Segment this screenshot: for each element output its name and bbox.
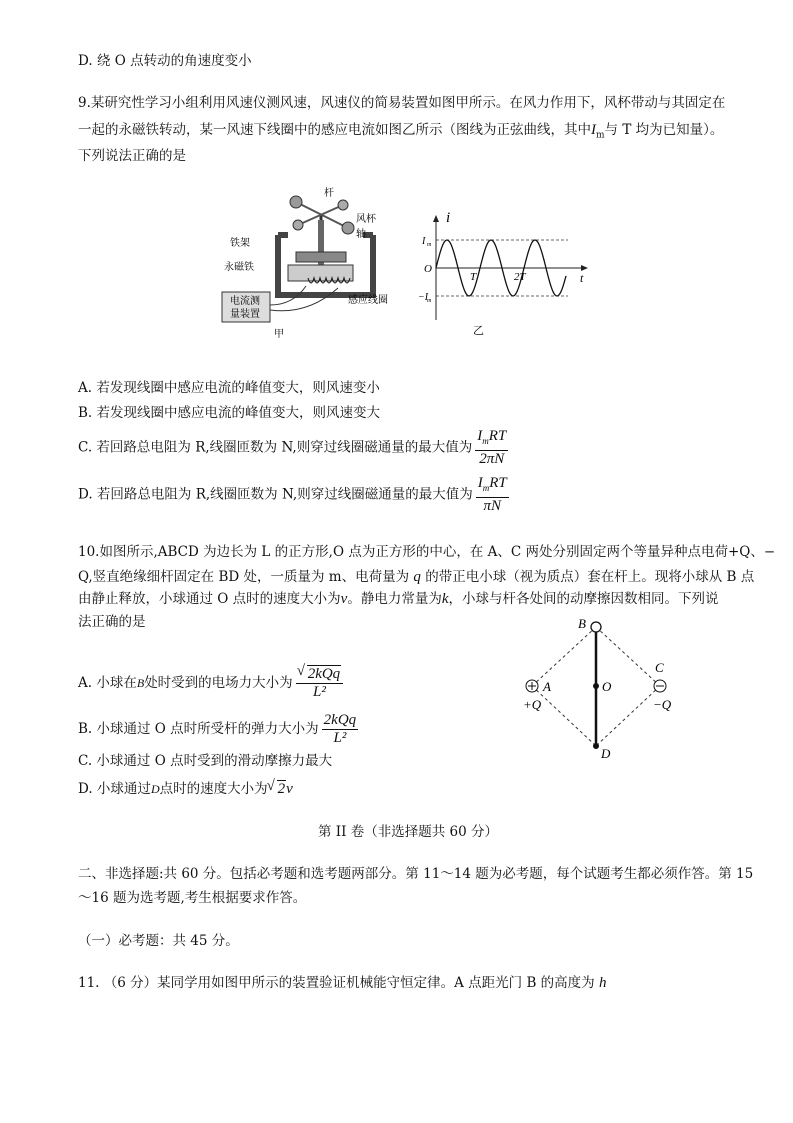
label-coil: 感应线圈 — [348, 295, 388, 306]
point-d: D — [601, 746, 611, 761]
label-device-2: 量装置 — [230, 309, 260, 320]
q9-option-b: B. 若发现线圈中感应电流的峰值变大，则风速变大 — [78, 405, 381, 421]
label-axle: 轴 — [356, 229, 366, 240]
label-minus-q: −Q — [653, 697, 672, 712]
q9-stem-line2: 一起的永磁铁转动，某一风速下线圈中的感应电流如图乙所示（图线为正弦曲线，其中$I_m$与 T 均为已知量）。 — [78, 122, 724, 141]
point-o: O — [602, 679, 612, 694]
q10-option-a: A. 小球在B处时受到的电场力大小为 √ $\frac{\text{2kQq}}{\text{L²}}$ — [78, 666, 343, 701]
q9-option-d: D. 若回路总电阻为 R,线圈匝数为 N,则穿过线圈磁通量的最大值为 $\frac{I_mRT}{\pi N}$ — [78, 475, 507, 514]
tick-neg-im: −I — [418, 292, 429, 303]
tick-im: I — [422, 236, 426, 247]
point-a: A — [543, 679, 551, 694]
q10-stem-line4: 法正确的是 — [78, 614, 146, 630]
q10-figure-square — [515, 612, 685, 762]
q10-option-d: D. 小球通过D点时的速度大小为√ 2v — [78, 779, 293, 799]
label-rod: 杆 — [324, 188, 334, 199]
q10-option-b: B. 小球通过 O 点时所受杆的弹力大小为 $\frac{\text{2kQq}}{\text{L²}}$ — [78, 712, 357, 746]
part2-section1: （一）必考题：共 45 分。 — [78, 933, 239, 949]
q9-option-a: A. 若发现线圈中感应电流的峰值变大，则风速变小 — [78, 380, 380, 396]
tick-T: T — [470, 271, 477, 283]
q11-stem: 11. （6 分）某同学用如图甲所示的装置验证机械能守恒定律。A 点距光门 B 的高度为 h — [78, 975, 607, 991]
q10-stem-line1: 10.如图所示,ABCD 为边长为 L 的正方形,O 点为正方形的中心，在 A、C 两处分别固定两个等量异种点电荷+Q、− — [78, 544, 776, 560]
q9-option-c: C. 若回路总电阻为 R,线圈匝数为 N,则穿过线圈磁通量的最大值为 $\frac{I_mRT}{2\pi N}$ — [78, 428, 507, 467]
point-b: B — [578, 616, 586, 631]
q8-option-d: D. 绕 O 点转动的角速度变小 — [78, 53, 252, 69]
axis-x: t — [580, 271, 584, 285]
tick-neg-im-sub: m — [427, 298, 432, 304]
q10-option-c: C. 小球通过 O 点时受到的滑动摩擦力最大 — [78, 753, 333, 769]
q9-figure-apparatus — [218, 180, 418, 340]
label-device-1: 电流测 — [230, 296, 260, 307]
point-c: C — [655, 660, 664, 675]
tick-zero: O — [424, 263, 432, 275]
label-magnet: 永磁铁 — [224, 262, 254, 273]
q9-stem-line1: 9.某研究性学习小组利用风速仪测风速，风速仪的简易装置如图甲所示。在风力作用下，风杯带动与其固定在 — [78, 95, 726, 111]
caption-jia: 甲 — [274, 329, 284, 340]
label-frame: 铁架 — [230, 238, 250, 249]
q9-figure-current-graph — [418, 212, 593, 337]
axis-y: i — [446, 212, 451, 226]
part2-intro-line1: 二、非选择题:共 60 分。包括必考题和选考题两部分。第 11～14 题为必考题，每个试题考生都必须作答。第 15 — [78, 866, 754, 882]
q10-stem-line2: Q,竖直绝缘细杆固定在 BD 处，一质量为 m、电荷量为 q 的带正电小球（视为质点）套在杆上。现将小球从 B 点 — [78, 569, 755, 585]
label-plus-q: +Q — [523, 697, 542, 712]
part2-intro-line2: ～16 题为选考题,考生根据要求作答。 — [78, 890, 307, 906]
q9-stem-line3: 下列说法正确的是 — [78, 148, 186, 164]
part2-heading: 第 II 卷（非选择题共 60 分） — [318, 824, 499, 840]
label-cup: 风杯 — [356, 214, 376, 225]
q10-stem-line3: 由静止释放，小球通过 O 点时的速度大小为v。静电力常量为k，小球与杆各处间的动摩擦因数相同。下列说 — [78, 591, 719, 607]
tick-2T: 2T — [514, 271, 526, 283]
tick-im-sub: m — [427, 242, 432, 248]
caption-yi: 乙 — [473, 324, 484, 337]
